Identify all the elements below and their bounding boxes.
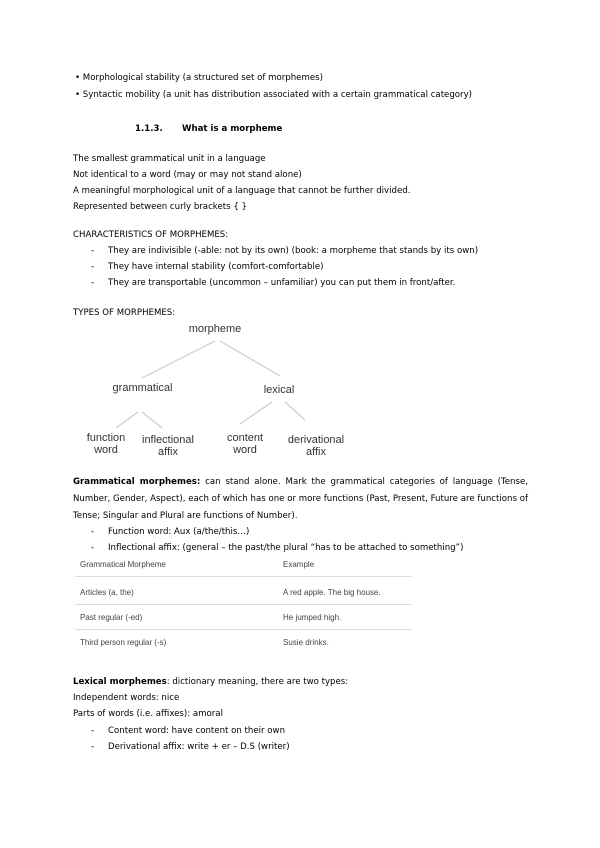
lexical-label: Lexical morphemes bbox=[73, 677, 167, 687]
characteristics-heading: CHARACTERISTICS OF MORPHEMES: bbox=[73, 230, 229, 240]
table-rule bbox=[75, 604, 412, 605]
tree-node-lexical: lexical bbox=[263, 384, 295, 396]
tree-node-derivational-affix: derivational affix bbox=[287, 434, 345, 458]
grammatical-paragraph: Grammatical morphemes: can stand alone. Mark the grammatical categories of language (Tense, Number, Gender, Aspect), each of which has one or more functions (Past, Present, Future are functions of Tense; Singular and Plural are functions of Number). bbox=[73, 477, 528, 521]
tree-node-morpheme: morpheme bbox=[188, 323, 242, 335]
table-cell: Past regular (-ed) bbox=[80, 613, 143, 622]
edge-grammatical-function bbox=[116, 412, 138, 428]
bullet-morphological-stability: • Morphological stability (a structured set of morphemes) bbox=[75, 73, 323, 83]
lexical-line: Parts of words (i.e. affixes): amoral bbox=[73, 709, 223, 719]
list-dash: - bbox=[91, 742, 95, 752]
grammatical-label: Grammatical morphemes: bbox=[73, 477, 201, 487]
definition-line: Represented between curly brackets { } bbox=[73, 202, 247, 212]
edge-lexical-content bbox=[240, 402, 272, 424]
table-cell: Susie drinks. bbox=[283, 638, 329, 647]
list-dash: - bbox=[91, 543, 95, 553]
section-title: What is a morpheme bbox=[182, 124, 283, 134]
lexical-intro: Lexical morphemes: dictionary meaning, there are two types: bbox=[73, 677, 349, 687]
list-dash: - bbox=[91, 246, 95, 256]
edge-morpheme-grammatical bbox=[142, 341, 215, 378]
tree-node-function-word: function word bbox=[86, 432, 126, 456]
tree-node-grammatical: grammatical bbox=[112, 382, 173, 394]
morpheme-tree-diagram bbox=[80, 318, 370, 468]
table-header: Example bbox=[283, 560, 315, 569]
lexical-item: Derivational affix: write + er – D.S (writer) bbox=[108, 742, 290, 752]
tree-node-content-word: content word bbox=[226, 432, 264, 456]
definition-line: A meaningful morphological unit of a language that cannot be further divided. bbox=[73, 186, 411, 196]
lexical-item: Content word: have content on their own bbox=[108, 726, 286, 736]
table-header: Grammatical Morpheme bbox=[80, 560, 166, 569]
list-dash: - bbox=[91, 726, 95, 736]
list-dash: - bbox=[91, 262, 95, 272]
table-cell: Third person regular (-s) bbox=[80, 638, 167, 647]
grammatical-item: Inflectional affix: (general – the past/the plural “has to be attached to something”) bbox=[108, 543, 464, 553]
section-number: 1.1.3. bbox=[135, 124, 163, 134]
table-cell: Articles (a, the) bbox=[80, 588, 134, 597]
table-cell: He jumped high. bbox=[283, 613, 342, 622]
tree-node-inflectional-affix: inflectional affix bbox=[142, 434, 194, 458]
characteristic-item: They have internal stability (comfort-comfortable) bbox=[108, 262, 324, 272]
characteristic-item: They are transportable (uncommon – unfamiliar) you can put them in front/after. bbox=[108, 278, 456, 288]
list-dash: - bbox=[91, 527, 95, 537]
grammatical-item: Function word: Aux (a/the/this…) bbox=[108, 527, 250, 537]
types-heading: TYPES OF MORPHEMES: bbox=[73, 308, 176, 318]
bullet-syntactic-mobility: • Syntactic mobility (a unit has distribution associated with a certain grammatical category) bbox=[75, 90, 473, 100]
table-cell: A red apple. The big house. bbox=[283, 588, 381, 597]
definition-line: Not identical to a word (may or may not stand alone) bbox=[73, 170, 302, 180]
lexical-line: Independent words: nice bbox=[73, 693, 180, 703]
edge-morpheme-lexical bbox=[220, 341, 280, 376]
table-rule bbox=[75, 629, 412, 630]
characteristic-item: They are indivisible (-able: not by its own) (book: a morpheme that stands by its own) bbox=[108, 246, 479, 256]
edge-grammatical-inflectional bbox=[142, 412, 162, 428]
definition-line: The smallest grammatical unit in a language bbox=[73, 154, 266, 164]
list-dash: - bbox=[91, 278, 95, 288]
table-rule bbox=[75, 576, 412, 577]
edge-lexical-derivational bbox=[285, 402, 305, 420]
